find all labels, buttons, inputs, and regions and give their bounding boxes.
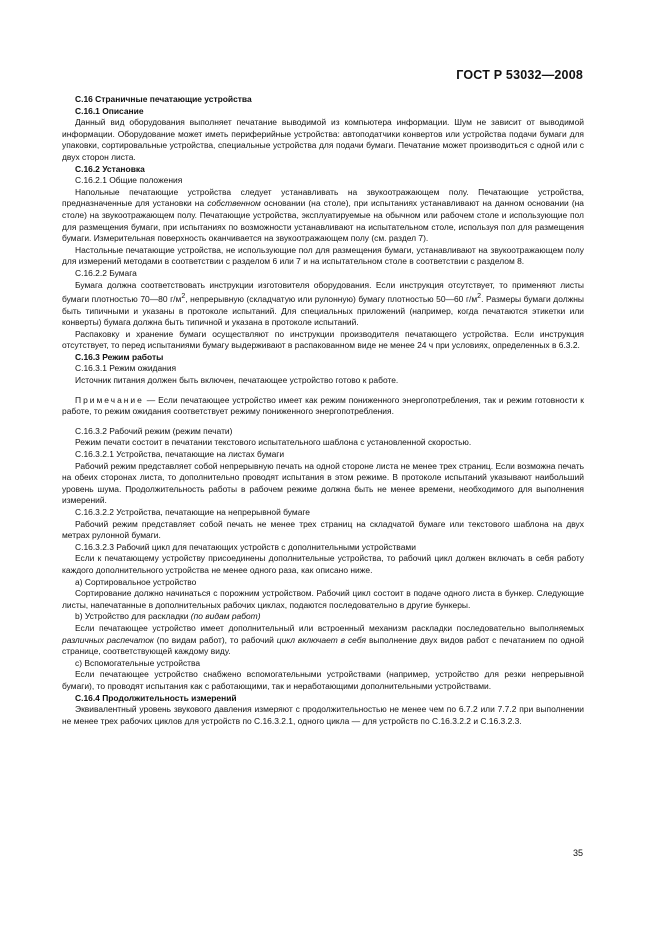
paragraph [62, 280, 584, 329]
page-number: 35 [572, 848, 583, 858]
paragraph [62, 623, 584, 658]
page-body [62, 94, 584, 727]
paragraph: Если к печатающему устройству присоединены дополнительные устройства, то рабочий цикл должен включать в себя работу каждого дополнительного устройства не менее одного раза, как описано ниже. [62, 553, 584, 575]
paragraph: Рабочий режим представляет собой непрерывную печать на одной стороне листа не менее трех страниц. Если возможна печать на обеих сторонах листа, то дополнительно проводят испытания в этом режиме. В протоколе испытаний указывают наибольший уровень шума. Продолжительность работы в рабочем режиме должна быть не менее времени, необходимого для выполнения измерений. [62, 460, 584, 506]
text-run: Напольные печатающие устройства следует устанавливать на звукоотражающем полу. Печатающие устройства, предназначенные для установки на [62, 186, 584, 209]
emphasis: различных распечаток [62, 634, 154, 645]
paragraph: Источник питания должен быть включен, печатающее устройство готово к работе. [75, 375, 399, 386]
clause-title: С.16.3.1 Режим ожидания [75, 363, 177, 374]
text-run: (по видам работ), то рабочий [153, 634, 277, 645]
document-header: ГОСТ Р 53032—2008 [456, 68, 583, 82]
list-item-title: а) Сортировальное устройство [75, 576, 197, 587]
note-label: Примечание [75, 394, 144, 405]
text-run: выполнение двух видов работ с печатанием по одной странице, соответствующей каждому виду. [62, 634, 584, 657]
emphasis: собственном [207, 198, 261, 209]
clause-title: С.16.2.2 Бумага [75, 267, 137, 278]
clause-title: С.16.3.2.1 Устройства, печатающие на листах бумаги [75, 449, 285, 460]
paragraph: Режим печати состоит в печатании текстового испытательного шаблона с установленной скоростью. [75, 437, 472, 448]
list-item-title [62, 611, 584, 623]
text-run: . Размеры бумаги должны быть типичными и указаны в протоколе испытаний. Для специальных приложений (например, когда печатаются этикетки или конверты) бумага должна быть типичной и указана в протоколе испытаний. [62, 293, 584, 328]
paragraph: Эквивалентный уровень звукового давления измеряют с продолжительностью не менее чем по 6.7.2 или 7.7.2 при выполнении не менее трех рабочих циклов для устройств по С.16.3.2.1, одного цикла — для устройств по С.16.3.2.2 и С.16.3.2.3. [62, 704, 584, 726]
note [62, 395, 584, 418]
emphasis: цикл включает в себя [276, 634, 367, 645]
paragraph: Если печатающее устройство снабжено вспомогательными устройствами (например, устройство для резки непрерывной бумаги), то проводят испытания как с работающими, так и неработающими дополнительными устройствами. [62, 669, 584, 691]
paragraph: Распаковку и хранение бумаги осуществляют по инструкции производителя печатающего устройства. Если инструкция отсутствует, то перед испытаниями бумагу выдерживают в распакованном виде не менее 24 ч при условиях, определенных в 6.3.2. [62, 328, 584, 351]
subsection-title: С.16.2 Установка [75, 163, 145, 174]
paragraph: Данный вид оборудования выполняет печатание выводимой из компьютера информации. Шум не зависит от выводимой информации. Оборудование может иметь периферийные устройства: автоподатчики конвертов или устройства подачи бумаги для упаковки, сортировальные устройства, специальные устройства для подачи бумаги. Печатание может производиться с одной или с двух сторон листа. [62, 117, 584, 162]
text-run: b) Устройство для раскладки [75, 611, 191, 622]
text-run: , непрерывную (складчатую или рулонную) бумагу плотностью 50—60 г/м [185, 293, 478, 304]
subsection-title: С.16.1 Описание [75, 105, 144, 116]
subsection-title: С.16.4 Продолжительность измерений [75, 692, 237, 703]
section-title: С.16 Страничные печатающие устройства [75, 94, 252, 104]
clause-title: С.16.3.2 Рабочий режим (режим печати) [75, 425, 233, 436]
paragraph: Настольные печатающие устройства, не использующие пол для размещения бумаги, устанавливают на звукоотражающем полу для измерений методами в соответствии с разделом 6 или 7 и на испытательном столе в соответствии с разделом 8. [62, 244, 584, 267]
clause-title: С.16.3.2.2 Устройства, печатающие на непрерывной бумаге [75, 507, 310, 517]
superscript: 2 [181, 293, 186, 301]
subsection-title: С.16.3 Режим работы [75, 351, 164, 362]
emphasis: (по видам работ) [190, 611, 261, 622]
paragraph: Сортирование должно начинаться с порожним устройством. Рабочий цикл состоит в подаче одного листа в бункер. Следующие листы, напечатанные в дополнительных рабочих циклах, подаются последовательно в другие бункеры. [62, 588, 584, 610]
clause-title: С.16.2.1 Общие положения [75, 175, 183, 186]
text-run: Бумага должна соответствовать инструкции изготовителя оборудования. Если инструкция отсутствует, то применяют листы бумаги плотностью 70—80 г/м [62, 279, 584, 304]
note-text: — Если печатающее устройство имеет как режим пониженного энергопотребления, так и режим готовности к работе, то режим ожидания соответствует режиму пониженного энергопотребления. [62, 394, 584, 417]
superscript: 2 [477, 293, 482, 301]
text-run: Если печатающее устройство имеет дополнительный или встроенный механизм раскладки последовательно выполняемых [75, 622, 584, 633]
list-item-title: с) Вспомогательные устройства [75, 657, 201, 668]
paragraph: Рабочий режим представляет собой печать не менее трех страниц на складчатой бумаге или текстового шаблона на двух метрах рулонной бумаги. [62, 518, 584, 541]
paragraph [62, 187, 584, 245]
clause-title: С.16.3.2.3 Рабочий цикл для печатающих устройств с дополнительными устройствами [75, 541, 416, 552]
text-run: основании (на столе), при испытаниях устанавливают на данном основании (на столе) на звукоотражающем полу. Печатающие устройства, эксплуатируемые на обычном или рабочем столе и использующие пол для размещения бумаги, при испытаниях по возможности устанавливают на испытательном столе, используя пол для размещения бумаги. Измерительная поверхность оканчивается на звукоотражающем полу (см. раздел 7). [62, 198, 584, 244]
